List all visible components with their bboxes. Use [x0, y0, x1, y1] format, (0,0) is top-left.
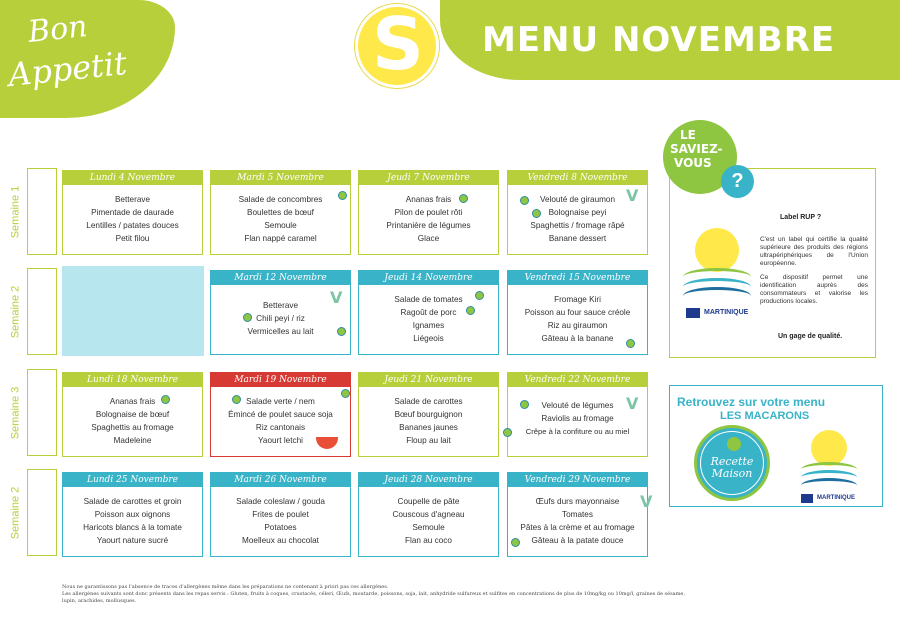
- menu-item: Fromage Kiri: [554, 295, 601, 304]
- label-rup-icon: [511, 538, 520, 547]
- menu-item: Bananes jaunes: [399, 423, 458, 432]
- menu-item: Ananas frais: [405, 195, 452, 204]
- menu-item: Salade de carottes: [394, 397, 463, 406]
- menu-item: Coupelle de pâte: [397, 497, 460, 506]
- day-card: [62, 170, 203, 255]
- label-rup-icon: [338, 191, 347, 200]
- menu-item: Tomates: [562, 510, 593, 519]
- menu-item: Ragoût de porc: [400, 308, 457, 317]
- day-card: [507, 472, 648, 557]
- menu-item: Lentilles / patates douces: [86, 221, 179, 230]
- menu-item: Riz cantonais: [255, 423, 306, 432]
- macarons-title: Retrouvez sur votre menu: [677, 395, 826, 409]
- week-label-box: [27, 369, 57, 456]
- week-label-box: [27, 469, 57, 556]
- martinique-label: MARTINIQUE: [817, 495, 855, 501]
- menu-item: Couscous d'agneau: [392, 510, 465, 519]
- menu-item: Salade de tomates: [394, 295, 463, 304]
- leaf-icon: [727, 437, 741, 451]
- menu-item: Madeleine: [113, 436, 152, 445]
- day-card: [358, 170, 499, 255]
- week-label-box: [27, 168, 57, 255]
- menu-item: Salade de concombres: [238, 195, 323, 204]
- label-rup-icon: [532, 209, 541, 218]
- week-label: Semaine 2: [9, 486, 21, 539]
- eu-flag-icon: [686, 308, 700, 318]
- day-card: [210, 170, 351, 255]
- menu-item: Crêpe à la confiture ou au miel: [525, 427, 630, 436]
- day-card: [358, 372, 499, 457]
- day-card: [62, 472, 203, 557]
- day-card: [358, 270, 499, 355]
- day-header: Lundi 4 Novembre: [63, 171, 202, 185]
- day-header: Jeudi 28 Novembre: [359, 473, 498, 487]
- macarons-subtitle: LES MACARONS: [720, 410, 810, 422]
- allergen-note: lupin, arachides, mollusques.: [62, 598, 137, 604]
- recette-maison-text: Recette Maison: [710, 455, 754, 480]
- empty-day-cell: [62, 266, 204, 356]
- menu-item: Velouté de légumes: [541, 401, 614, 410]
- label-rup-icon: [232, 395, 241, 404]
- menu-item: Poisson aux oignons: [94, 510, 171, 519]
- menu-item: Banane dessert: [548, 234, 607, 243]
- menu-item: Haricots blancs à la tomate: [83, 523, 182, 532]
- menu-item: Raviolis au fromage: [541, 414, 614, 423]
- menu-item: Petit filou: [115, 234, 150, 243]
- menu-item: Gâteau à la banane: [541, 334, 614, 343]
- page-title: MENU NOVEMBRE: [482, 20, 836, 60]
- menu-item: Floup au lait: [406, 436, 451, 445]
- week-label-box: [27, 268, 57, 355]
- vegetarian-icon: V: [640, 492, 653, 511]
- allergen-note: Nous ne garantissons pas l'absence de traces d'allergènes même dans les préparations ne contenant à priori pas ces allergènes.: [62, 584, 389, 590]
- menu-item: Salade coleslaw / gouda: [236, 497, 325, 506]
- label-rup-icon: [459, 194, 468, 203]
- eu-flag-icon: [801, 494, 813, 503]
- menu-item: Vermicelles au lait: [247, 327, 314, 336]
- menu-item: Spaghettis / fromage râpé: [530, 221, 625, 230]
- day-card: [62, 372, 203, 457]
- label-rup-icon: [626, 339, 635, 348]
- day-header: Lundi 18 Novembre: [63, 373, 202, 387]
- menu-item: Betterave: [114, 195, 151, 204]
- label-rup-icon: [466, 306, 475, 315]
- menu-item: Yaourt letchi: [258, 436, 303, 445]
- brand-text-line1: Bon: [26, 8, 90, 51]
- label-rup-icon: [337, 327, 346, 336]
- day-header: Mardi 26 Novembre: [211, 473, 350, 487]
- week-label: Semaine 1: [9, 185, 21, 238]
- menu-item: Pilon de poulet rôti: [394, 208, 463, 217]
- menu-item: Liégeois: [413, 334, 444, 343]
- menu-item: Moelleux au chocolat: [242, 536, 319, 545]
- rup-wave-icon: [801, 478, 857, 493]
- rup-tagline: Un gage de qualité.: [778, 333, 843, 340]
- day-card: [507, 372, 648, 457]
- menu-item: Bœuf bourguignon: [394, 410, 463, 419]
- day-header: Jeudi 21 Novembre: [359, 373, 498, 387]
- menu-item: Ananas frais: [109, 397, 156, 406]
- menu-item: Boulettes de bœuf: [247, 208, 314, 217]
- menu-item: Printanière de légumes: [386, 221, 471, 230]
- day-header: Vendredi 15 Novembre: [508, 271, 647, 285]
- rup-title: Label RUP ?: [780, 214, 822, 221]
- rup-sun-icon: [811, 430, 847, 466]
- menu-item: Pâtes à la crème et au fromage: [520, 523, 635, 532]
- label-rup-icon: [503, 428, 512, 437]
- menu-item: Yaourt nature sucré: [96, 536, 169, 545]
- day-header: Mardi 12 Novembre: [211, 271, 350, 285]
- vegetarian-icon: V: [330, 288, 343, 307]
- day-header: Mardi 19 Novembre: [211, 373, 350, 387]
- menu-item: Bolognaise peyi: [548, 208, 607, 217]
- allergen-note: Les allergènes suivants sont donc présents dans les repas servis : Gluten, fruits à coques, crustacés, céleri, Œufs, moutarde, poissons, soja, lait, anhydride sulfureux et sulfites en concentrations de plus de 10mg/kg ou 10mg/l, graines de sésame,: [62, 591, 685, 597]
- menu-item: Œufs durs mayonnaise: [535, 497, 620, 506]
- menu-item: Spaghettis au fromage: [91, 423, 174, 432]
- menu-item: Chili peyi / riz: [256, 314, 305, 323]
- menu-item: Betterave: [262, 301, 299, 310]
- day-card: [210, 270, 351, 355]
- day-header: Mardi 5 Novembre: [211, 171, 350, 185]
- brand-text-line2: Appetit: [6, 43, 129, 95]
- day-card: [507, 170, 648, 255]
- menu-item: Semoule: [412, 523, 445, 532]
- week-label: Semaine 2: [9, 285, 21, 338]
- rup-wave-icon: [683, 287, 751, 305]
- label-rup-icon: [243, 313, 252, 322]
- menu-item: Velouté de giraumon: [539, 195, 616, 204]
- menu-item: Bolognaise de bœuf: [95, 410, 170, 419]
- label-rup-icon: [341, 389, 350, 398]
- label-rup-icon: [475, 291, 484, 300]
- question-icon: ?: [721, 165, 754, 198]
- menu-item: Gâteau à la patate douce: [531, 536, 624, 545]
- rup-text: C'est un label qui certifie la qualité supérieure des produits des régions ultrapériphériques de l'Union européenne. Ce dispositif permet une identification auprès des consommateurs et valorise les productions locales.: [760, 236, 868, 305]
- day-header: Vendredi 29 Novembre: [508, 473, 647, 487]
- menu-item: Potatoes: [264, 523, 297, 532]
- day-header: Lundi 25 Novembre: [63, 473, 202, 487]
- rup-sun-icon: [695, 228, 739, 272]
- menu-item: Flan au coco: [405, 536, 452, 545]
- menu-item: Flan nappé caramel: [244, 234, 317, 243]
- menu-item: Glace: [417, 234, 440, 243]
- menu-item: Riz au giraumon: [547, 321, 608, 330]
- menu-item: Frites de poulet: [252, 510, 309, 519]
- menu-item: Semoule: [264, 221, 297, 230]
- day-header: Jeudi 7 Novembre: [359, 171, 498, 185]
- day-card: [210, 472, 351, 557]
- menu-item: Salade de carottes et groin: [83, 497, 182, 506]
- vegetarian-icon: V: [626, 394, 639, 413]
- week-label: Semaine 3: [9, 386, 21, 439]
- day-header: Jeudi 14 Novembre: [359, 271, 498, 285]
- menu-item: Ignames: [412, 321, 445, 330]
- label-rup-icon: [520, 400, 529, 409]
- saviez-vous-text: LE SAVIEZ- VOUS: [670, 128, 723, 170]
- day-header: Vendredi 22 Novembre: [508, 373, 647, 387]
- menu-item: Pimentade de daurade: [91, 208, 174, 217]
- vegetarian-icon: V: [626, 186, 639, 205]
- day-header: Vendredi 8 Novembre: [508, 171, 647, 185]
- menu-item: Poisson au four sauce créole: [524, 308, 631, 317]
- logo-letter: S: [372, 2, 424, 86]
- menu-item: Émincé de poulet sauce soja: [228, 410, 333, 419]
- label-rup-icon: [161, 395, 170, 404]
- day-card: [358, 472, 499, 557]
- menu-item: Salade verte / nem: [246, 397, 315, 406]
- martinique-label: MARTINIQUE: [704, 309, 749, 316]
- label-rup-icon: [520, 196, 529, 205]
